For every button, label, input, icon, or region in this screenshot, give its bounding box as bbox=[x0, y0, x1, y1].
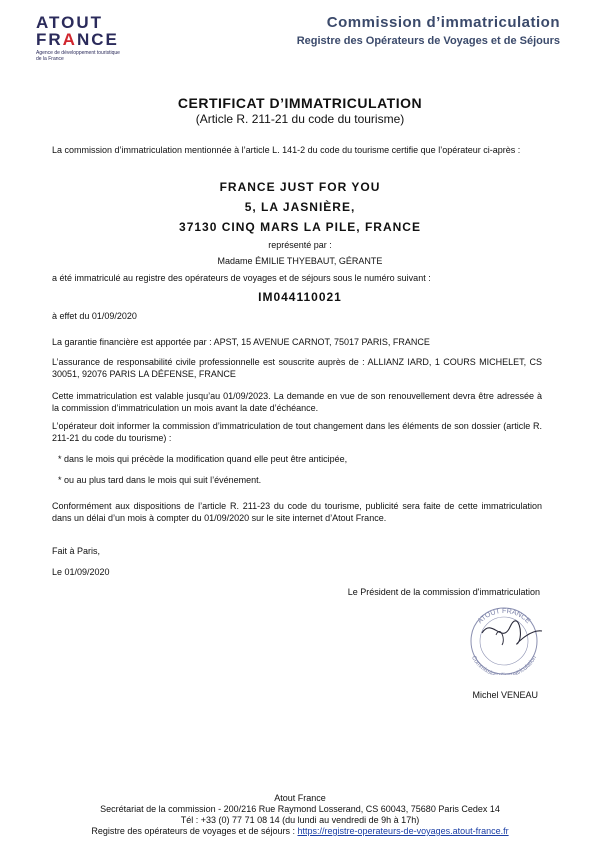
stamp-bottom-text: Commissio atriculation bbox=[469, 655, 539, 675]
representative: Madame ÉMILIE THYEBAUT, GÉRANTE bbox=[217, 256, 383, 266]
header-subtitle: Registre des Opérateurs de Voyages et de Séjours bbox=[296, 35, 560, 47]
certificate-subtitle: (Article R. 211-21 du code du tourisme) bbox=[195, 112, 405, 126]
stamp-top-text: ATOUT FRANCE bbox=[476, 607, 532, 626]
svg-text:ATOUT FRANCE bbox=[477, 608, 532, 625]
logo-line2: FRANCE bbox=[36, 30, 119, 49]
header-title: Commission d’immatriculation bbox=[326, 14, 560, 31]
footer-address: Secrétariat de la commission - 200/216 Rue Raymond Losserand, CS 60043, 75680 Paris Cedex 14 bbox=[100, 804, 500, 814]
address-line2: 37130 CINQ MARS LA PILE, FRANCE bbox=[179, 220, 421, 234]
operator-name: FRANCE JUST FOR YOU bbox=[219, 180, 381, 194]
header-title-block bbox=[297, 14, 560, 47]
financial-guarantee: La garantie financière est apportée par : APST, 15 AVENUE CARNOT, 75017 PARIS, FRANCE bbox=[52, 337, 430, 347]
validity-text: Cette immatriculation est valable jusqu’au 01/09/2023. La demande en vue de son renouvellement devra être adressée à la commission d’immatriculation un mois avant la date d’échéance. bbox=[52, 391, 542, 413]
place-text: Fait à Paris, bbox=[52, 546, 101, 556]
bullet-item-2: * ou au plus tard dans le mois qui suit l’événement. bbox=[58, 475, 262, 485]
represented-by: représenté par : bbox=[268, 240, 332, 250]
footer-registry-label: Registre des opérateurs de voyages et de séjours : bbox=[91, 826, 295, 836]
official-stamp bbox=[458, 605, 550, 675]
registration-number: IM044110021 bbox=[258, 290, 342, 304]
certificate-title: CERTIFICAT D’IMMATRICULATION bbox=[177, 95, 423, 111]
intro-text: La commission d’immatriculation mentionnée à l’article L. 141-2 du code du tourisme certifie que l’opérateur ci-après : bbox=[52, 145, 521, 155]
signatory-title: Le Président de la commission d'immatriculation bbox=[347, 587, 540, 597]
footer-phone: Tél : +33 (0) 77 71 08 14 (du lundi au vendredi de 9h à 17h) bbox=[180, 815, 420, 825]
registered-text: a été immatriculé au registre des opérateurs de voyages et de séjours sous le numéro suivant : bbox=[52, 273, 431, 283]
logo-tagline: Agence de développement touristique de la France bbox=[36, 50, 120, 62]
publicity-text: Conformément aux dispositions de l’article R. 211-23 du code du tourisme, publicité sera faite de cette immatriculation dans un délai d’un mois à compter du 01/09/2020 sur le site internet d’Atout France. bbox=[52, 501, 542, 523]
effective-date: à effet du 01/09/2020 bbox=[52, 311, 137, 321]
footer-org: Atout France bbox=[274, 793, 326, 803]
date-text: Le 01/09/2020 bbox=[52, 567, 110, 577]
address-line1: 5, LA JASNIÈRE, bbox=[244, 200, 356, 214]
insurance-text: L’assurance de responsabilité civile professionnelle est souscrite auprès de : ALLIANZ IARD, 1 COURS MICHELET, CS 30051, 92076 PARIS LA DÉFENSE, FRANCE bbox=[52, 357, 542, 379]
logo-line1: ATOUT bbox=[36, 13, 103, 32]
footer-registry bbox=[0, 826, 600, 837]
obligation-text: L’opérateur doit informer la commission d’immatriculation de tout changement dans les éléments de son dossier (article R. 211-21 du code du tourisme) : bbox=[52, 421, 542, 443]
atout-france-logo bbox=[36, 14, 126, 62]
bullet-item-1: * dans le mois qui précède la modification quand elle peut être anticipée, bbox=[58, 454, 348, 464]
signatory-name: Michel VENEAU bbox=[472, 690, 538, 700]
stamp-seal-icon bbox=[458, 605, 550, 675]
registry-link[interactable]: https://registre-operateurs-de-voyages.atout-france.fr bbox=[297, 826, 509, 836]
